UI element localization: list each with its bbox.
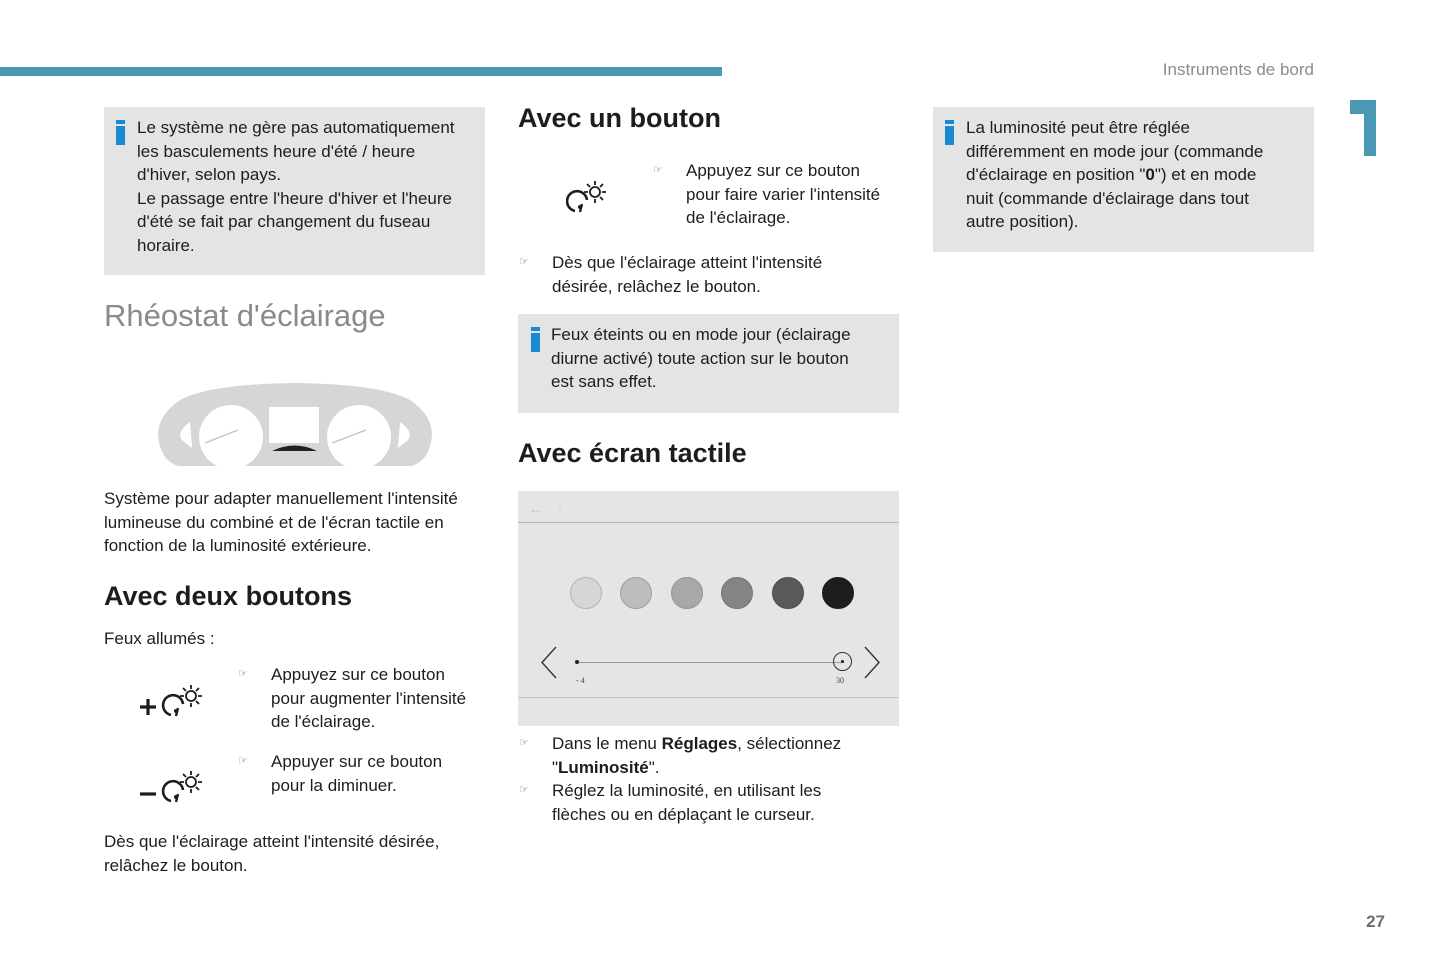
heading-one-button: Avec un bouton — [518, 103, 721, 133]
pointer-bullet-icon: ☞ — [238, 755, 248, 767]
touchscreen-step-1: Dans le menu Réglages, sélectionnez "Luminosité". — [552, 734, 842, 777]
screen-header-divider — [518, 522, 899, 523]
heading-two-buttons: Avec deux boutons — [104, 581, 353, 611]
info-box-dst — [104, 107, 485, 275]
slider-max-label: 30 — [836, 676, 844, 685]
brightness-slider-track[interactable] — [576, 662, 844, 663]
pointer-bullet-icon: ☞ — [238, 668, 248, 680]
heading-touchscreen: Avec écran tactile — [518, 438, 747, 468]
description: Système pour adapter manuellement l'intensité lumineuse du combiné et de l'écran tactile en fonction de la luminosité extérieure. — [104, 489, 458, 556]
one-button-text: Appuyez sur ce bouton pour faire varier l'intensité de l'éclairage. — [686, 161, 881, 228]
info-box-day-night — [933, 107, 1314, 252]
brightness-swatch-5[interactable] — [772, 577, 804, 609]
one-button-release-text: Dès que l'éclairage atteint l'intensité désirée, relâchez le bouton. — [552, 253, 823, 296]
brightness-slider-handle[interactable] — [833, 652, 852, 671]
menu-dots-icon[interactable]: ⋮ — [554, 500, 566, 514]
chevron-right-icon[interactable] — [863, 646, 881, 679]
slider-min-label: - 4 — [576, 676, 585, 685]
back-arrow-icon[interactable]: ← — [528, 499, 545, 518]
info-icon — [116, 120, 125, 145]
brightness-plus-icon — [137, 682, 207, 722]
page-number: 27 — [1366, 912, 1385, 931]
pointer-bullet-icon: ☞ — [519, 256, 529, 268]
screen-footer-divider — [518, 697, 899, 698]
header-accent-bar — [0, 67, 722, 76]
chapter-number — [1348, 96, 1388, 158]
info-box-lights-off — [518, 314, 899, 413]
brightness-minus-icon — [137, 768, 207, 808]
pointer-bullet-icon: ☞ — [519, 784, 529, 796]
slider-min-marker — [575, 660, 579, 664]
info-icon — [945, 120, 954, 145]
brightness-swatch-3[interactable] — [671, 577, 703, 609]
release-instruction: Dès que l'éclairage atteint l'intensité désirée, relâchez le bouton. — [104, 832, 440, 875]
section-title: Rhéostat d'éclairage — [104, 298, 386, 333]
running-head: Instruments de bord — [1162, 60, 1314, 79]
info-text: La luminosité peut être réglée différemment en mode jour (commande d'éclairage en position "0") et en mode nuit (commande d'éclairage dans tout autre position). — [966, 118, 1264, 232]
chevron-left-icon[interactable] — [540, 646, 558, 679]
minus-button-text: Appuyer sur ce bouton pour la diminuer. — [271, 752, 443, 795]
info-text: Feux éteints ou en mode jour (éclairage diurne activé) toute action sur le bouton est sans effet. — [551, 325, 851, 392]
info-text: Le système ne gère pas automatiquement les basculements heure d'été / heure d'hiver, selon pays. Le passage entre l'heure d'hiver et l'heure d'été se fait par changement du fuseau horaire. — [137, 118, 455, 255]
brightness-swatch-1[interactable] — [570, 577, 602, 609]
brightness-swatch-4[interactable] — [721, 577, 753, 609]
instrument-cluster-illustration — [150, 380, 440, 472]
pointer-bullet-icon: ☞ — [653, 164, 663, 176]
brightness-button-icon — [566, 178, 616, 218]
touchscreen-brightness-screen — [518, 491, 899, 726]
plus-button-text: Appuyez sur ce bouton pour augmenter l'intensité de l'éclairage. — [271, 665, 467, 732]
pointer-bullet-icon: ☞ — [519, 737, 529, 749]
brightness-swatch-6[interactable] — [822, 577, 854, 609]
touchscreen-step-2: Réglez la luminosité, en utilisant les flèches ou en déplaçant le curseur. — [552, 781, 822, 824]
lights-on-label: Feux allumés : — [104, 629, 215, 648]
brightness-swatch-2[interactable] — [620, 577, 652, 609]
info-icon — [531, 327, 540, 352]
